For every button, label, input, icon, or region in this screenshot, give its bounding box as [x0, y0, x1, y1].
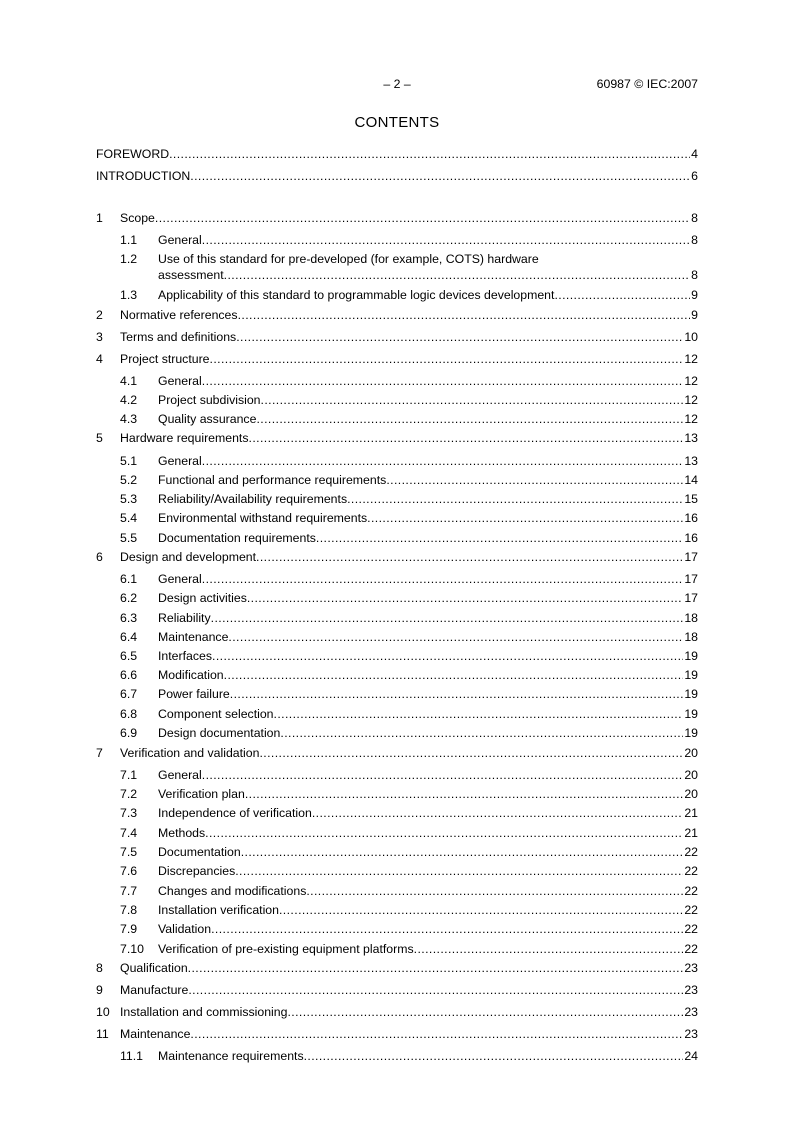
toc-entry-title: Qualification — [120, 961, 188, 975]
toc-entry[interactable] — [0, 1004, 698, 1020]
toc-entry[interactable] — [0, 549, 698, 565]
toc-entry[interactable] — [0, 491, 698, 507]
toc-entry-page: 22 — [684, 845, 698, 859]
toc-entry-title: General — [158, 233, 202, 247]
toc-entry-title: Quality assurance — [158, 412, 257, 426]
toc-entry-page: 13 — [684, 431, 698, 445]
toc-entry-number: 7.1 — [120, 768, 138, 782]
toc-entry[interactable] — [0, 287, 698, 303]
toc-entry-title: Interfaces — [158, 649, 212, 663]
toc-entry[interactable] — [0, 902, 698, 918]
toc-entry-number: 11.1 — [120, 1049, 144, 1063]
toc-entry[interactable] — [0, 210, 698, 226]
dot-leader — [235, 863, 683, 879]
toc-entry-page: 16 — [684, 531, 698, 545]
dot-leader — [169, 146, 690, 162]
toc-entry-number: 6.2 — [120, 591, 138, 605]
dot-leader — [554, 287, 690, 303]
toc-entry-number: 6.6 — [120, 668, 138, 682]
toc-entry-number: 6 — [96, 550, 103, 564]
toc-entry-title: Hardware requirements — [120, 431, 249, 445]
toc-entry-number: 5.3 — [120, 492, 138, 506]
toc-entry[interactable] — [0, 590, 698, 606]
toc-entry-number: 7.3 — [120, 806, 138, 820]
toc-entry-number: 8 — [96, 961, 103, 975]
toc-entry[interactable] — [0, 786, 698, 802]
toc-entry[interactable] — [0, 706, 698, 722]
toc-entry-page: 19 — [684, 726, 698, 740]
toc-entry-title: FOREWORD — [96, 147, 170, 161]
toc-entry-page: 19 — [684, 668, 698, 682]
toc-entry[interactable] — [0, 392, 698, 408]
toc-entry-page: 22 — [684, 942, 698, 956]
dot-leader — [249, 430, 684, 446]
toc-entry-number: 1.2 — [120, 252, 138, 266]
toc-entry-page: 8 — [691, 268, 698, 282]
toc-entry-title: General — [158, 454, 202, 468]
toc-entry-page: 19 — [684, 687, 698, 701]
toc-entry[interactable] — [0, 329, 698, 345]
toc-entry-number: 5 — [96, 431, 103, 445]
toc-entry[interactable] — [0, 510, 698, 526]
toc-entry[interactable] — [0, 863, 698, 879]
toc-entry[interactable] — [0, 307, 698, 323]
toc-entry-number: 6.1 — [120, 572, 138, 586]
toc-entry-number: 7.2 — [120, 787, 138, 801]
toc-entry-page: 22 — [684, 922, 698, 936]
toc-entry-number: 4.2 — [120, 393, 138, 407]
toc-entry-page: 18 — [684, 611, 698, 625]
dot-leader — [212, 648, 683, 664]
toc-entry[interactable] — [0, 453, 698, 469]
toc-entry-page: 13 — [684, 454, 698, 468]
toc-entry[interactable] — [0, 610, 698, 626]
dot-leader — [230, 686, 684, 702]
toc-entry-number: 6.9 — [120, 726, 138, 740]
toc-entry[interactable] — [0, 571, 698, 587]
toc-entry-page: 12 — [684, 352, 698, 366]
toc-entry-page: 8 — [691, 233, 698, 247]
toc-entry-page: 19 — [684, 649, 698, 663]
toc-entry-title: Power failure — [158, 687, 230, 701]
dot-leader — [190, 1026, 683, 1042]
dot-leader — [386, 472, 683, 488]
toc-entry-title: Normative references — [120, 308, 238, 322]
toc-entry-title: Verification and validation — [120, 746, 260, 760]
dot-leader — [304, 1048, 684, 1064]
toc-entry[interactable] — [0, 146, 698, 162]
toc-entry[interactable] — [0, 805, 698, 821]
toc-entry-title: Project structure — [120, 352, 210, 366]
toc-entry-title: Design activities — [158, 591, 247, 605]
toc-entry-page: 22 — [684, 903, 698, 917]
dot-leader — [210, 351, 684, 367]
toc-entry-page: 19 — [684, 707, 698, 721]
toc-entry-number: 4.1 — [120, 374, 138, 388]
dot-leader — [245, 786, 683, 802]
dot-leader — [202, 373, 684, 389]
toc-entry[interactable] — [0, 411, 698, 427]
toc-entry-page: 23 — [684, 1005, 698, 1019]
toc-entry-title: Discrepancies — [158, 864, 236, 878]
toc-entry-number: 6.7 — [120, 687, 138, 701]
toc-entry-page: 17 — [684, 550, 698, 564]
toc-entry-title: Design documentation — [158, 726, 281, 740]
dot-leader — [211, 921, 683, 937]
toc-entry-number: 3 — [96, 330, 103, 344]
toc-entry-number: 11 — [96, 1027, 109, 1041]
toc-entry-title: Maintenance — [120, 1027, 191, 1041]
dot-leader — [205, 825, 683, 841]
toc-entry-title: Installation verification — [158, 903, 279, 917]
toc-entry-page: 18 — [684, 630, 698, 644]
toc-entry-title: Installation and commissioning — [120, 1005, 288, 1019]
toc-entry-page: 6 — [691, 169, 698, 183]
toc-entry-number: 5.5 — [120, 531, 138, 545]
toc-entry-number: 6.3 — [120, 611, 138, 625]
toc-entry-title: Documentation requirements — [158, 531, 316, 545]
toc-entry-number: 7.4 — [120, 826, 138, 840]
dot-leader — [247, 590, 683, 606]
toc-entry[interactable] — [0, 472, 698, 488]
toc-entry[interactable] — [0, 168, 698, 184]
toc-entry[interactable] — [0, 667, 698, 683]
toc-entry-title: Documentation — [158, 845, 241, 859]
toc-entry-page: 15 — [684, 492, 698, 506]
toc-entry-number: 7.9 — [120, 922, 138, 936]
dot-leader — [367, 510, 683, 526]
dot-leader — [188, 960, 684, 976]
toc-entry-title: Component selection — [158, 707, 274, 721]
toc-entry[interactable] — [0, 686, 698, 702]
dot-leader — [228, 629, 683, 645]
toc-entry[interactable] — [0, 251, 698, 283]
dot-leader — [224, 667, 684, 683]
toc-entry[interactable] — [0, 530, 698, 546]
toc-entry-title: Modification — [158, 668, 224, 682]
dot-leader — [280, 725, 683, 741]
toc-entry-page: 23 — [684, 1027, 698, 1041]
toc-entry-number: 1 — [96, 211, 103, 225]
dot-leader — [238, 307, 691, 323]
page-number: – 2 – — [383, 77, 411, 91]
dot-leader — [256, 411, 683, 427]
toc-entry[interactable] — [0, 941, 698, 957]
toc-entry-number: 6.4 — [120, 630, 138, 644]
toc-entry-number: 6.8 — [120, 707, 138, 721]
toc-entry-number: 2 — [96, 308, 103, 322]
toc-entry[interactable] — [0, 430, 698, 446]
dot-leader — [347, 491, 683, 507]
toc-entry[interactable] — [0, 921, 698, 937]
toc-entry-number: 5.2 — [120, 473, 138, 487]
toc-entry-number: 7.5 — [120, 845, 138, 859]
dot-leader — [312, 805, 683, 821]
toc-entry-title: Verification plan — [158, 787, 245, 801]
toc-entry-number: 7 — [96, 746, 103, 760]
toc-entry-page: 21 — [684, 826, 698, 840]
toc-entry-number: 9 — [96, 983, 103, 997]
dot-leader — [274, 706, 684, 722]
dot-leader — [202, 767, 684, 783]
toc-entry-number: 5.4 — [120, 511, 138, 525]
toc-entry-title: Terms and definitions — [120, 330, 237, 344]
toc-entry-title: Applicability of this standard to programmable logic devices development — [158, 288, 555, 302]
toc-entry-title: Reliability — [158, 611, 211, 625]
toc-entry-page: 10 — [684, 330, 698, 344]
toc-entry[interactable] — [0, 1048, 698, 1064]
toc-entry-number: 4 — [96, 352, 103, 366]
toc-entry[interactable] — [0, 351, 698, 367]
dot-leader — [259, 745, 683, 761]
dot-leader — [316, 530, 683, 546]
toc-entry[interactable] — [0, 844, 698, 860]
toc-entry-title: Methods — [158, 826, 206, 840]
toc-entry-title: Functional and performance requirements — [158, 473, 387, 487]
toc-entry-number: 7.7 — [120, 884, 138, 898]
toc-entry-title: assessment — [158, 268, 224, 282]
toc-entry-title: General — [158, 572, 202, 586]
dot-leader — [287, 1004, 683, 1020]
toc-entry-title: Design and development — [120, 550, 257, 564]
toc-entry-page: 9 — [691, 288, 698, 302]
toc-entry-title: Independence of verification — [158, 806, 312, 820]
dot-leader — [155, 210, 690, 226]
toc-entry-title: Maintenance requirements — [158, 1049, 304, 1063]
toc-entry-page: 12 — [684, 374, 698, 388]
toc-entry-title: Validation — [158, 922, 212, 936]
dot-leader — [306, 883, 683, 899]
toc-entry-title: Manufacture — [120, 983, 189, 997]
toc-entry-page: 20 — [684, 768, 698, 782]
toc-entry[interactable] — [0, 767, 698, 783]
toc-entry-title: General — [158, 768, 202, 782]
dot-leader — [414, 941, 684, 957]
toc-entry-number: 1.1 — [120, 233, 138, 247]
toc-entry-title: Reliability/Availability requirements — [158, 492, 348, 506]
toc-entry-page: 12 — [684, 412, 698, 426]
toc-entry-page: 17 — [684, 591, 698, 605]
toc-entry[interactable] — [0, 725, 698, 741]
toc-entry-title: INTRODUCTION — [96, 169, 191, 183]
toc-entry-page: 9 — [691, 308, 698, 322]
toc-entry-page: 20 — [684, 746, 698, 760]
toc-entry-page: 12 — [684, 393, 698, 407]
dot-leader — [211, 610, 684, 626]
toc-entry-page: 22 — [684, 884, 698, 898]
toc-entry-title: Changes and modifications — [158, 884, 307, 898]
toc-entry-page: 17 — [684, 572, 698, 586]
toc-entry[interactable] — [0, 745, 698, 761]
toc-entry-page: 24 — [684, 1049, 698, 1063]
toc-entry-title: Verification of pre-existing equipment platforms — [158, 942, 414, 956]
toc-entry[interactable] — [0, 883, 698, 899]
toc-entry[interactable] — [0, 825, 698, 841]
toc-entry-page: 22 — [684, 864, 698, 878]
toc-entry-number: 5.1 — [120, 454, 138, 468]
toc-entry-number: 6.5 — [120, 649, 138, 663]
toc-entry-title: Scope — [120, 211, 155, 225]
dot-leader — [256, 549, 683, 565]
toc-entry-title: General — [158, 374, 202, 388]
dot-leader — [202, 571, 684, 587]
toc-entry-number: 1.3 — [120, 288, 138, 302]
dot-leader — [236, 329, 683, 345]
toc-entry[interactable] — [0, 373, 698, 389]
toc-entry-page: 8 — [691, 211, 698, 225]
toc-entry-page: 16 — [684, 511, 698, 525]
toc-entry[interactable] — [0, 629, 698, 645]
dot-leader — [202, 453, 684, 469]
toc-entry-page: 4 — [691, 147, 698, 161]
dot-leader — [241, 844, 684, 860]
toc-entry-number: 7.8 — [120, 903, 138, 917]
toc-entry-page: 21 — [684, 806, 698, 820]
dot-leader — [224, 267, 691, 283]
toc-entry[interactable] — [0, 1026, 698, 1042]
dot-leader — [190, 168, 690, 184]
toc-entry-number: 7.6 — [120, 864, 138, 878]
toc-entry-page: 14 — [684, 473, 698, 487]
toc-entry-title-line1: Use of this standard for pre-developed (for example, COTS) hardware — [158, 252, 539, 266]
toc-entry-page: 23 — [684, 961, 698, 975]
toc-entry-number: 7.10 — [120, 942, 144, 956]
toc-entry[interactable] — [0, 232, 698, 248]
toc-entry[interactable] — [0, 648, 698, 664]
toc-entry-title: Project subdivision — [158, 393, 261, 407]
toc-entry-number: 10 — [96, 1005, 110, 1019]
dot-leader — [279, 902, 683, 918]
toc-entry-page: 23 — [684, 983, 698, 997]
document-reference: 60987 © IEC:2007 — [596, 77, 698, 91]
toc-entry-page: 20 — [684, 787, 698, 801]
toc-entry[interactable] — [0, 960, 698, 976]
dot-leader — [202, 232, 690, 248]
toc-entry-title: Maintenance — [158, 630, 229, 644]
toc-title: CONTENTS — [354, 114, 440, 131]
toc-entry-number: 4.3 — [120, 412, 138, 426]
toc-entry[interactable] — [0, 982, 698, 998]
toc-entry-title: Environmental withstand requirements — [158, 511, 368, 525]
dot-leader — [261, 392, 684, 408]
dot-leader — [188, 982, 683, 998]
